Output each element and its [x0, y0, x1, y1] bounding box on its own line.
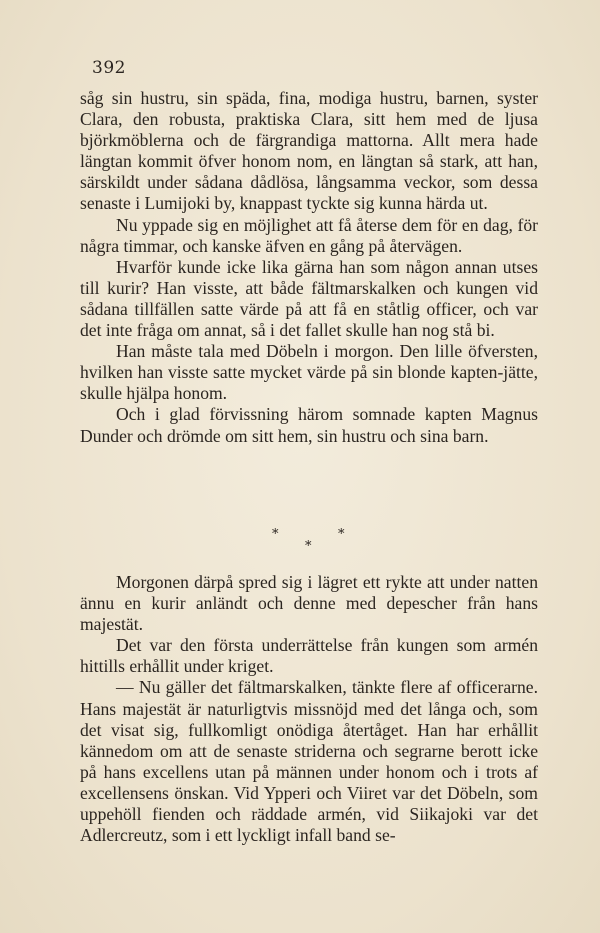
- paragraph: såg sin hustru, sin späda, fina, modiga hustru, barnen, syster Clara, den robusta, praktiska Clara, sitt hem med de ljusa björkmöblerna och de färgrandiga mattorna. Allt mera hade längtan kommit öfver honom nom, en längtan så stark, att han, särskildt under sådana dådlösa, långsamma veckor, som dessa senaste i Lumijoki by, knappast tyckte sig kunna härda ut.: [80, 88, 538, 214]
- paragraph: Hvarför kunde icke lika gärna han som någon annan utses till kurir? Han visste, att både fältmarskalken och kungen vid sådana tillfällen satte värde på att få en ståtlig officer, och var det inte fråga om annat, så i det fallet skulle han nog stå bi.: [80, 256, 538, 341]
- asterisk: *: [272, 527, 279, 542]
- asterisk: *: [338, 527, 345, 542]
- paragraph: Morgonen därpå spred sig i lägret ett rykte att under natten ännu en kurir anländt och denne med depescher från hans majestät.: [80, 572, 538, 635]
- paragraph: Det var den första underrättelse från kungen som armén hittills erhållit under kriget.: [80, 635, 538, 677]
- asterisk: *: [305, 539, 312, 554]
- paragraph: Han måste tala med Döbeln i morgon. Den lille öfversten, hvilken han visste satte mycket värde på sin blonde kapten-jätte, skulle hjälpa honom.: [80, 341, 538, 404]
- paragraph: — Nu gäller det fältmarskalken, tänkte flere af officerarne. Hans majestät är naturligtvis missnöjd med det långa och, som det visat sig, fullkomligt onödiga återtåget. Han har erhållit kännedom om att de senaste striderna och segrarne berott icke på hans excellens utan på männen under honom och i trots af excellensens önskan. Vid Ypperi och Viiret var det Döbeln, som uppehöll fienden och räddade armén, vid Siikajoki var det Adlercreutz, som i ett lyckligt infall band se-: [80, 677, 538, 846]
- page-number: 392: [92, 58, 126, 78]
- paragraph: Och i glad förvissning härom somnade kapten Magnus Dunder och drömde om sitt hem, sin hustru och sina barn.: [80, 404, 538, 446]
- text-block-bottom: [80, 572, 538, 846]
- paragraph: Nu yppade sig en möjlighet att få återse dem för en dag, för några timmar, och kanske äfven en gång på återvägen.: [80, 214, 538, 256]
- section-break-asterisks: [240, 526, 360, 554]
- text-block-top: [80, 88, 538, 447]
